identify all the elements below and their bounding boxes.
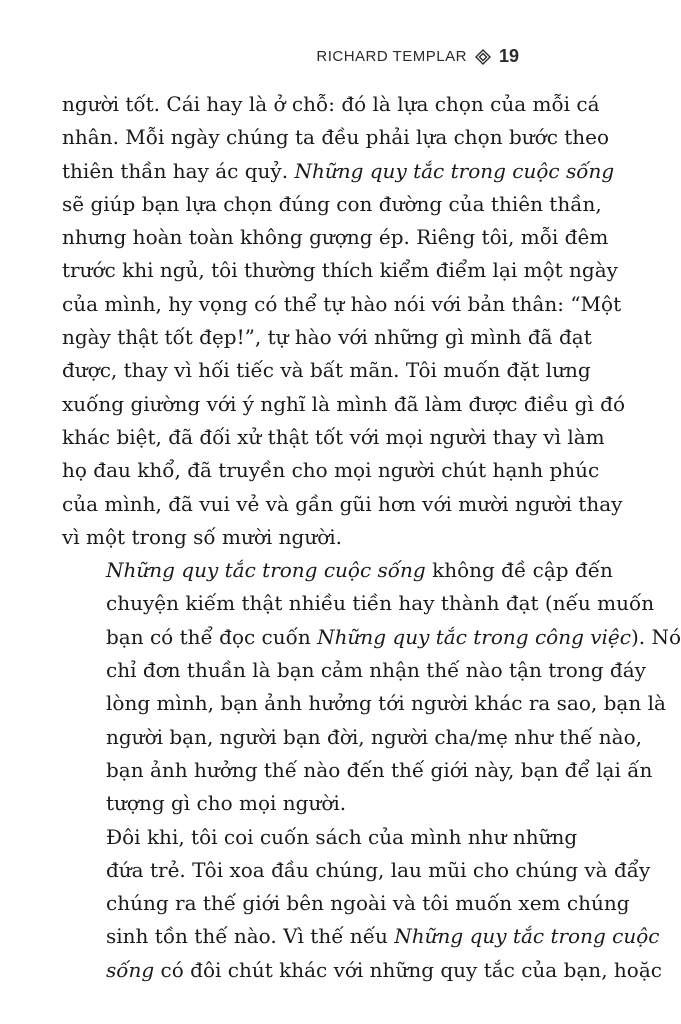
text-line: của mình, hy vọng có thể tự hào nói với bản thân: “Một <box>62 291 622 316</box>
text-line: bạn ảnh hưởng thế nào đến thế giới này, bạn để lại ấn <box>106 757 653 782</box>
paragraph <box>62 821 662 987</box>
text-line: nhân. Mỗi ngày chúng ta đều phải lựa chọn bước theo <box>62 125 610 150</box>
book-title: Những quy tắc trong cuộc sống <box>106 558 426 583</box>
running-header <box>316 46 519 67</box>
text-line: thiên thần hay ác quỷ. Những quy tắc trong cuộc sống <box>62 158 615 183</box>
text-line: người bạn, người bạn đời, người cha/mẹ như thế nào, <box>106 724 643 749</box>
text-line: Đôi khi, tôi coi cuốn sách của mình như những <box>106 824 578 849</box>
text-line: sinh tồn thế nào. Vì thế nếu Những quy tắc trong cuộc <box>106 924 660 949</box>
book-title: Những quy tắc trong công việc <box>317 624 631 649</box>
text-line: chuyện kiếm thật nhiều tiền hay thành đạt (nếu muốn <box>106 591 655 616</box>
text-line: vì một trong số mười người. <box>62 524 342 549</box>
book-title: Những quy tắc trong cuộc <box>394 924 660 949</box>
text-line: của mình, đã vui vẻ và gần gũi hơn với mười người thay <box>62 491 623 516</box>
text-line: bạn có thể đọc cuốn Những quy tắc trong công việc). Nó <box>106 624 681 649</box>
text-line: Những quy tắc trong cuộc sống không đề cập đến <box>106 558 613 583</box>
text-line: chúng ra thế giới bên ngoài và tôi muốn xem chúng <box>106 891 630 916</box>
text-line: trước khi ngủ, tôi thường thích kiểm điểm lại một ngày <box>62 258 618 283</box>
book-title: sống <box>106 957 155 982</box>
text-line: người tốt. Cái hay là ở chỗ: đó là lựa chọn của mỗi cá <box>62 92 600 116</box>
text-line: lòng mình, bạn ảnh hưởng tới người khác ra sao, bạn là <box>106 691 666 716</box>
text-line: tượng gì cho mọi người. <box>106 791 347 816</box>
text-line: xuống giường với ý nghĩ là mình đã làm được điều gì đó <box>62 391 625 416</box>
body-text <box>62 88 681 987</box>
text-line: sẽ giúp bạn lựa chọn đúng con đường của thiên thần, <box>62 191 602 216</box>
text-line: nhưng hoàn toàn không gượng ép. Riêng tôi, mỗi đêm <box>62 225 609 250</box>
paragraph <box>62 88 625 554</box>
text-line: chỉ đơn thuần là bạn cảm nhận thế nào tận trong đáy <box>106 658 646 683</box>
text-line: họ đau khổ, đã truyền cho mọi người chút hạnh phúc <box>62 458 600 483</box>
text-line: được, thay vì hối tiếc và bất mãn. Tôi muốn đặt lưng <box>62 358 591 383</box>
text-line: khác biệt, đã đối xử thật tốt với mọi người thay vì làm <box>62 424 605 449</box>
text-line: ngày thật tốt đẹp!”, tự hào với những gì mình đã đạt <box>62 325 592 350</box>
book-title: Những quy tắc trong cuộc sống <box>294 158 615 183</box>
text-line: đứa trẻ. Tôi xoa đầu chúng, lau mũi cho chúng và đẩy <box>106 857 651 882</box>
text-line: sống có đôi chút khác với những quy tắc của bạn, hoặc <box>106 957 662 982</box>
header-author: RICHARD TEMPLAR <box>316 48 467 65</box>
diamond-icon <box>475 49 491 65</box>
page-number: 19 <box>498 46 519 66</box>
paragraph <box>62 554 681 820</box>
